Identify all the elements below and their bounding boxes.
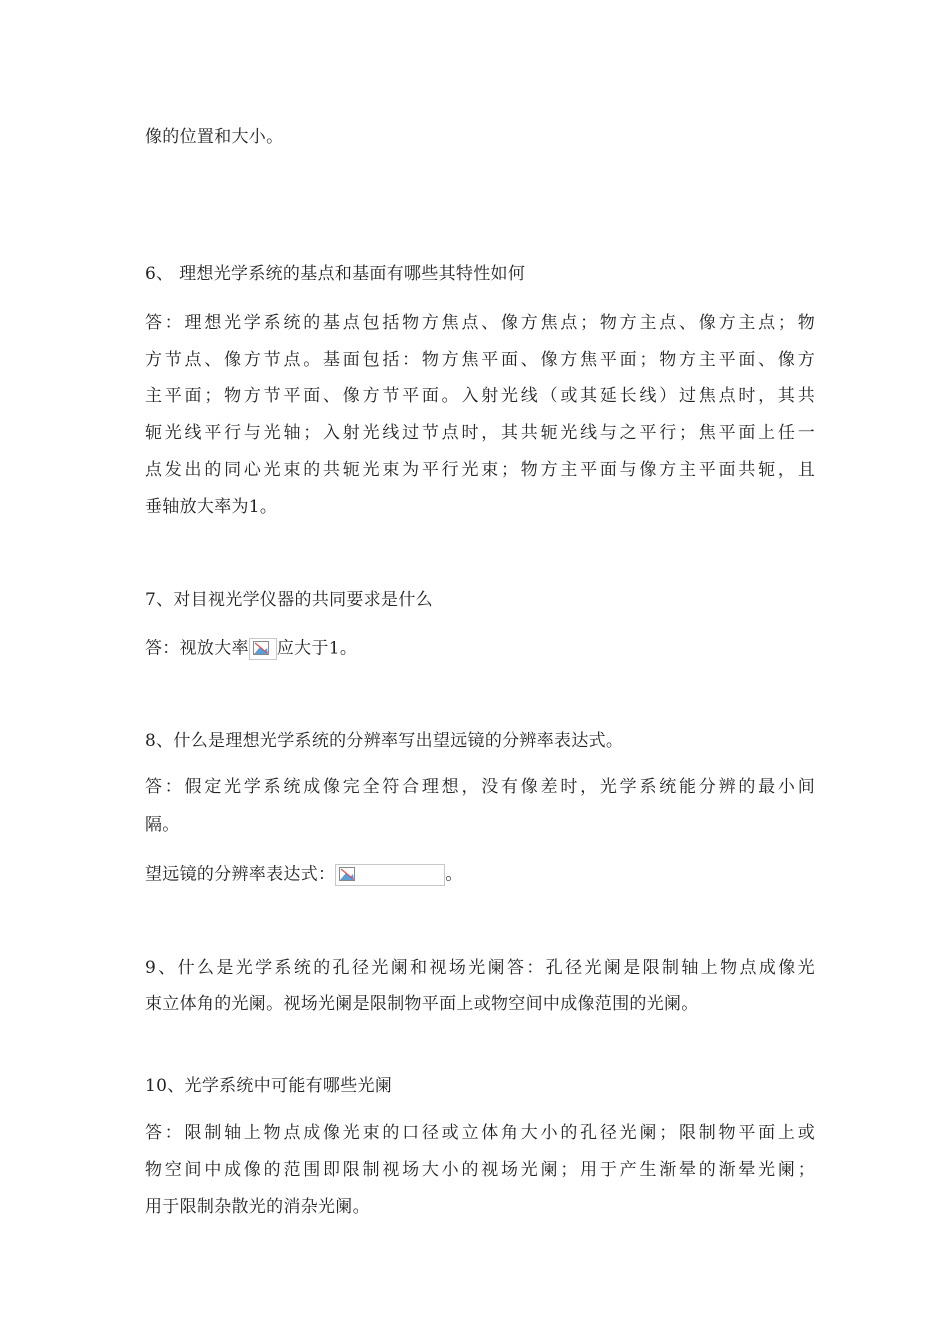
question-6-heading: 6、 理想光学系统的基点和基面有哪些其特性如何 <box>145 264 526 284</box>
answer-6-line: 轭光线平行与光轴；入射光线过节点时，其共轭光线与之平行；焦平面上任一 <box>145 423 815 443</box>
answer-10-line: 用于限制杂散光的消杂光阑。 <box>145 1197 370 1217</box>
answer-10-line: 答：限制轴上物点成像光束的口径或立体角大小的孔径光阑；限制物平面上或 <box>145 1123 815 1143</box>
answer-6-line: 点发出的同心光束的共轭光束为平行光束；物方主平面与像方主平面共轭，且 <box>145 460 815 480</box>
broken-image-icon <box>335 864 445 886</box>
formula-suffix: 。 <box>445 864 463 885</box>
answer-8-line: 隔。 <box>145 815 180 835</box>
question-8-heading: 8、什么是理想光学系统的分辨率写出望远镜的分辨率表达式。 <box>145 731 624 751</box>
formula-prefix: 望远镜的分辨率表达式： <box>145 864 336 885</box>
answer-8-line: 答：假定光学系统成像完全符合理想，没有像差时，光学系统能分辨的最小间 <box>145 777 815 797</box>
question-7-heading: 7、对目视光学仪器的共同要求是什么 <box>145 590 433 610</box>
answer-7-line <box>145 638 815 660</box>
answer-6-line: 答：理想光学系统的基点包括物方焦点、像方焦点；物方主点、像方主点；物 <box>145 313 815 333</box>
answer-7-prefix: 答：视放大率 <box>145 638 249 659</box>
broken-image-icon <box>249 638 277 660</box>
answer-8-formula-line <box>145 864 815 886</box>
question-9-text: 9、什么是光学系统的孔径光阑和视场光阑答：孔径光阑是限制轴上物点成像光 <box>145 958 815 978</box>
answer-6-line: 主平面；物方节平面、像方节平面。入射光线（或其延长线）过焦点时，其共 <box>145 386 815 406</box>
answer-7-suffix: 应大于1。 <box>276 638 358 659</box>
answer-10-line: 物空间中成像的范围即限制视场大小的视场光阑；用于产生渐晕的渐晕光阑； <box>145 1160 815 1180</box>
question-10-heading: 10、光学系统中可能有哪些光阑 <box>145 1076 393 1096</box>
answer-6-line: 方节点、像方节点。基面包括：物方焦平面、像方焦平面；物方主平面、像方 <box>145 350 815 370</box>
answer-6-line: 垂轴放大率为1。 <box>145 497 278 517</box>
text-line: 像的位置和大小。 <box>145 127 284 147</box>
question-9-text: 束立体角的光阑。视场光阑是限制物平面上或物空间中成像范围的光阑。 <box>145 994 699 1014</box>
